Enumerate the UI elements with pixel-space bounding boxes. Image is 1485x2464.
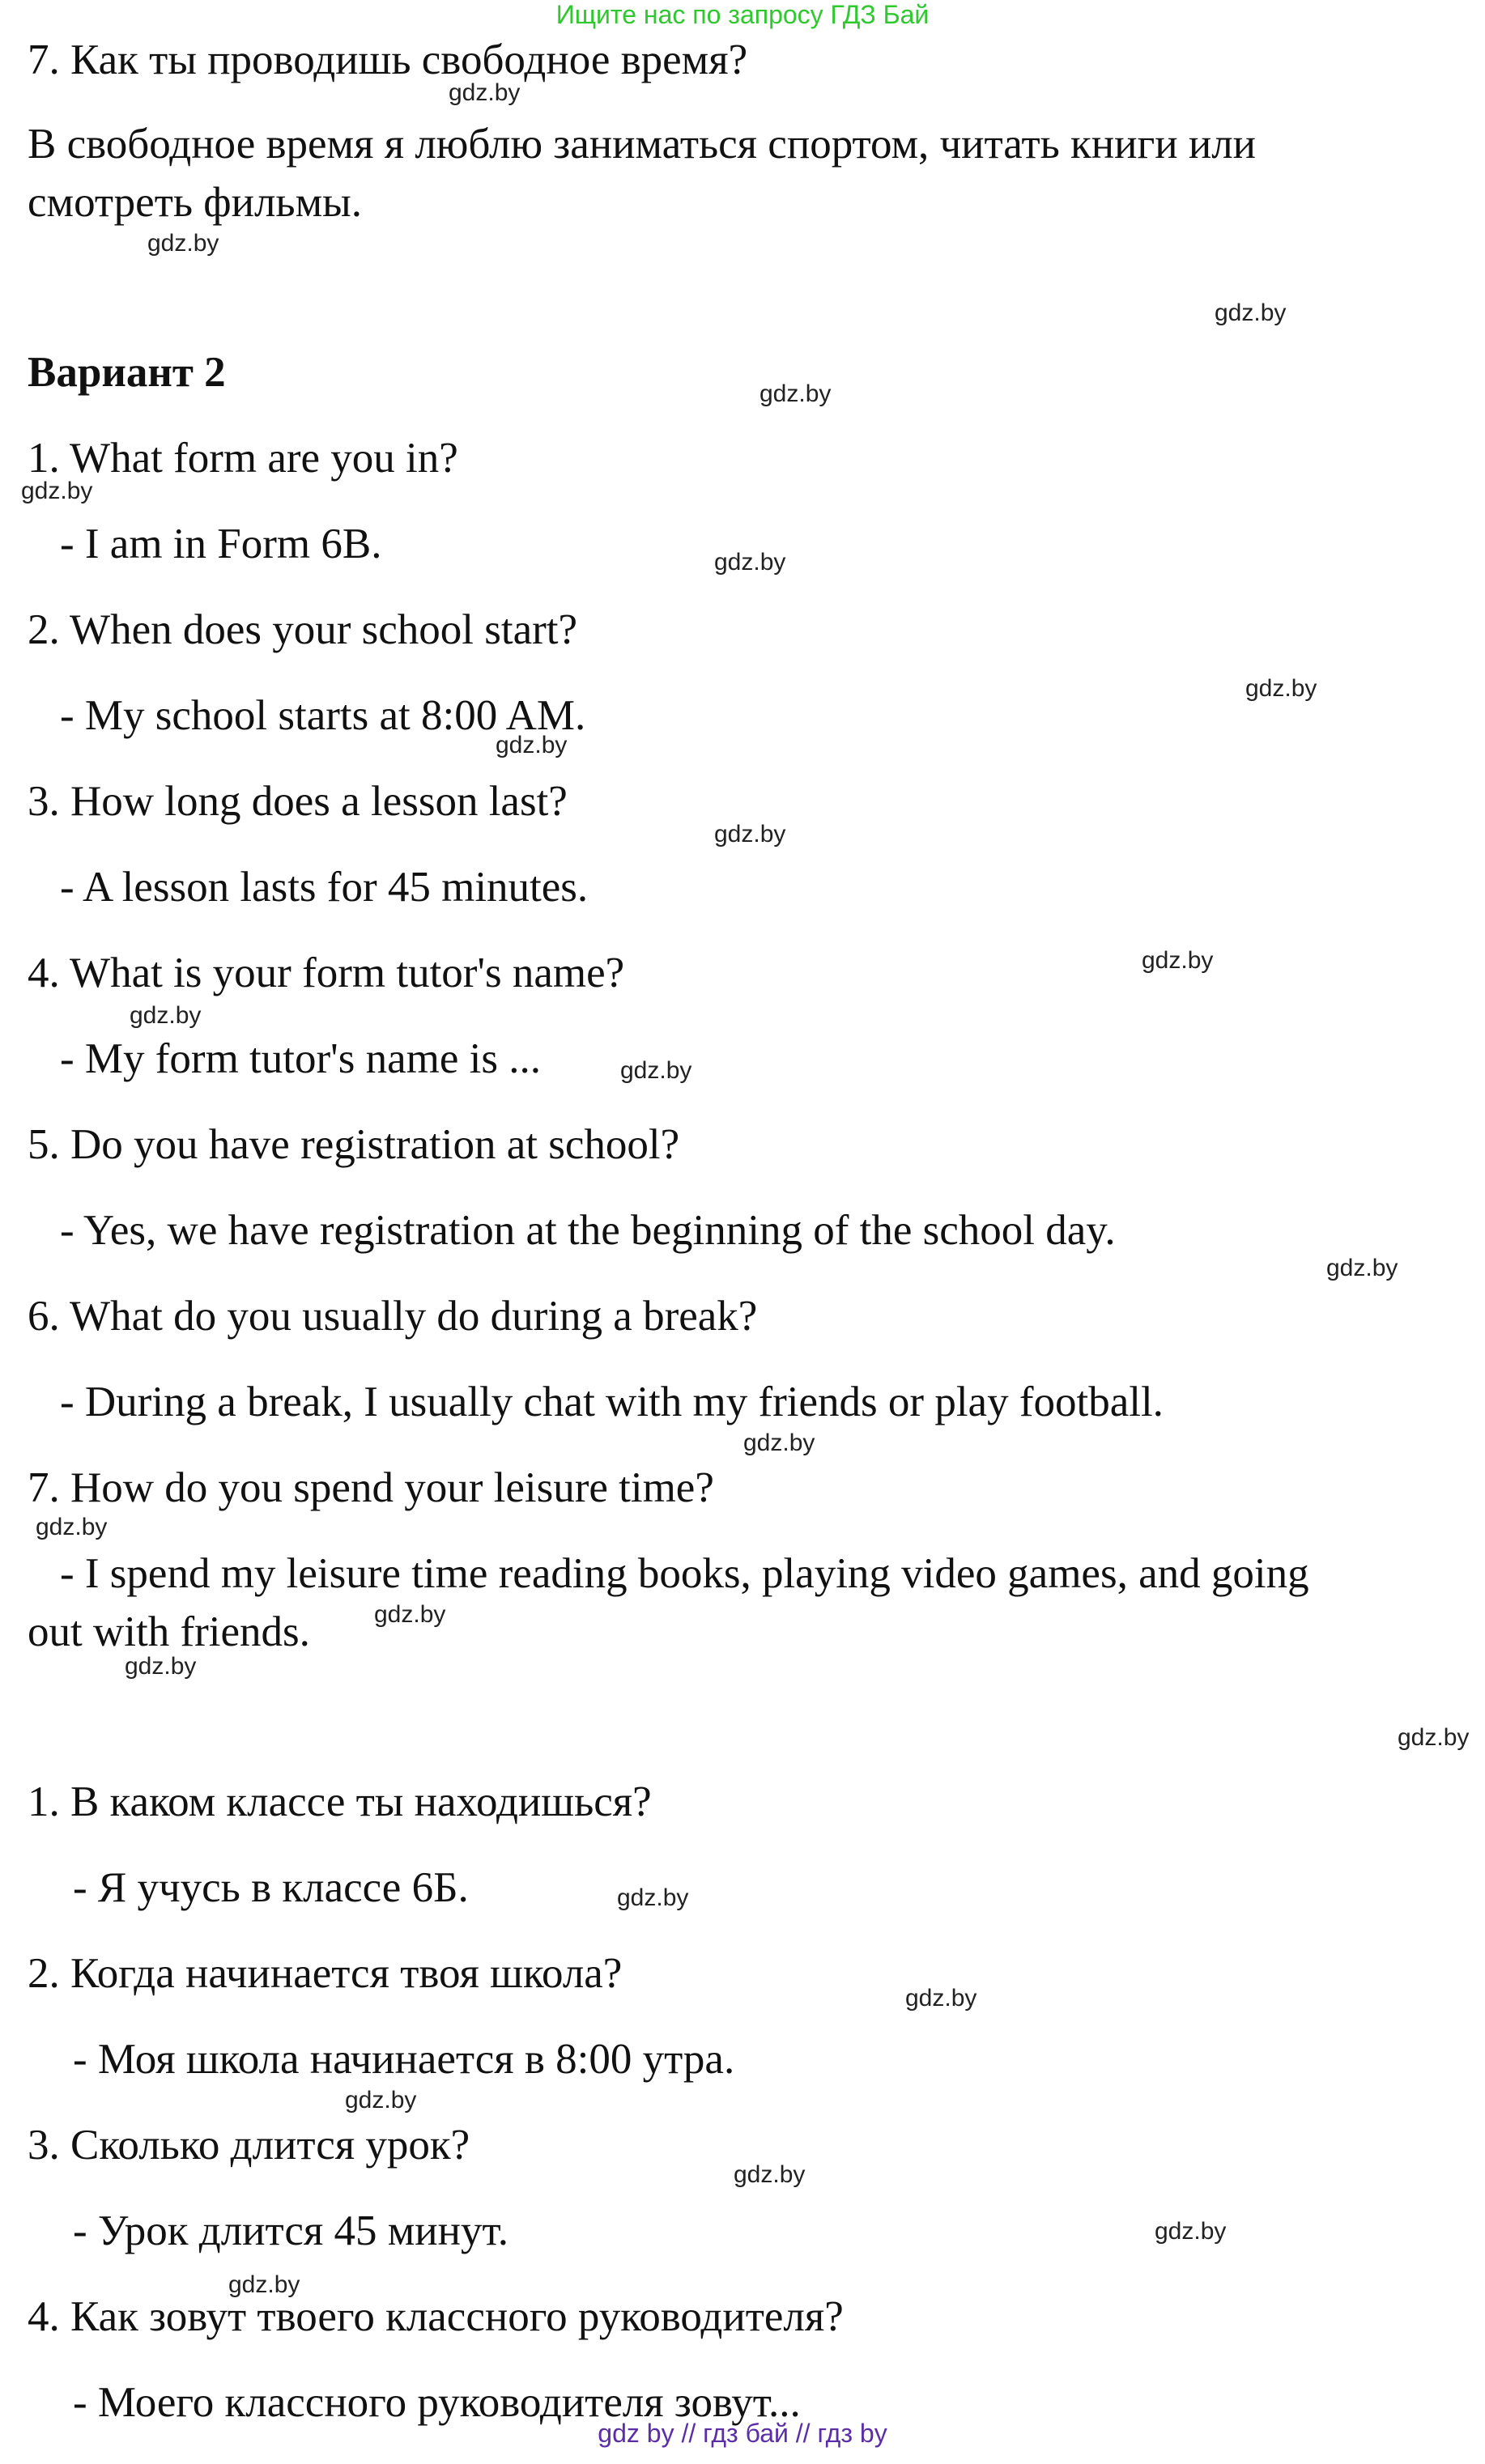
english-answer-1: - I am in Form 6B. <box>60 520 382 567</box>
search-banner[interactable]: Ищите нас по запросу ГДЗ Бай <box>555 0 930 29</box>
watermark: gdz.by <box>620 1057 692 1084</box>
russian-answer-1: - Я учусь в классе 6Б. <box>73 1864 469 1911</box>
english-question-7: 7. How do you spend your leisure time? <box>28 1464 714 1511</box>
watermark: gdz.by <box>36 1514 108 1540</box>
english-answer-7-continued: out with friends. <box>28 1608 310 1655</box>
russian-question-1: 1. В каком классе ты находишься? <box>28 1778 652 1825</box>
watermark: gdz.by <box>734 2161 806 2188</box>
english-question-4: 4. What is your form tutor's name? <box>28 949 625 996</box>
watermark: gdz.by <box>1398 1724 1470 1751</box>
watermark: gdz.by <box>1155 2218 1227 2245</box>
english-question-5: 5. Do you have registration at school? <box>28 1121 680 1168</box>
watermark: gdz.by <box>714 821 786 848</box>
watermark: gdz.by <box>1142 947 1214 974</box>
russian-answer-3: - Урок длится 45 минут. <box>73 2207 508 2254</box>
watermark: gdz.by <box>743 1430 815 1456</box>
intro-question: 7. Как ты проводишь свободное время? <box>28 36 748 83</box>
watermark: gdz.by <box>228 2271 300 2298</box>
watermark: gdz.by <box>617 1884 689 1911</box>
russian-question-2: 2. Когда начинается твоя школа? <box>28 1950 623 1997</box>
watermark: gdz.by <box>1326 1255 1398 1281</box>
russian-question-4: 4. Как зовут твоего классного руководителя? <box>28 2293 844 2340</box>
intro-answer-line-2: смотреть фильмы. <box>28 179 363 226</box>
russian-answer-2: - Моя школа начинается в 8:00 утра. <box>73 2036 735 2083</box>
english-answer-3: - A lesson lasts for 45 minutes. <box>60 864 589 911</box>
watermark: gdz.by <box>130 1002 202 1029</box>
english-question-2: 2. When does your school start? <box>28 606 578 653</box>
watermark: gdz.by <box>714 549 786 576</box>
english-question-6: 6. What do you usually do during a break? <box>28 1293 758 1340</box>
watermark: gdz.by <box>125 1653 197 1680</box>
watermark: gdz.by <box>760 380 832 407</box>
english-question-3: 3. How long does a lesson last? <box>28 778 568 825</box>
english-answer-5: - Yes, we have registration at the beginning of the school day. <box>60 1207 1116 1254</box>
watermark: gdz.by <box>449 79 521 106</box>
english-question-1: 1. What form are you in? <box>28 435 458 482</box>
watermark: gdz.by <box>21 478 93 504</box>
intro-answer-line-1: В свободное время я люблю заниматься спортом, читать книги или <box>28 121 1257 168</box>
english-answer-4: - My form tutor's name is ... <box>60 1035 541 1082</box>
watermark: gdz.by <box>1245 675 1317 702</box>
watermark: gdz.by <box>374 1601 446 1628</box>
russian-question-3: 3. Сколько длится урок? <box>28 2122 470 2169</box>
watermark: gdz.by <box>496 732 568 758</box>
watermark: gdz.by <box>147 230 219 257</box>
watermark: gdz.by <box>345 2087 417 2114</box>
variant-heading: Вариант 2 <box>28 349 226 396</box>
english-answer-6: - During a break, I usually chat with my friends or play football. <box>60 1379 1164 1425</box>
watermark: gdz.by <box>1215 300 1287 326</box>
english-answer-7: - I spend my leisure time reading books, playing video games, and going <box>60 1550 1309 1597</box>
watermark: gdz.by <box>905 1985 977 2012</box>
english-answer-2: - My school starts at 8:00 AM. <box>60 692 586 739</box>
footer-links[interactable]: gdz by // гдз бай // гдз by <box>598 2419 887 2448</box>
russian-answer-4: - Моего классного руководителя зовут... <box>73 2379 801 2426</box>
